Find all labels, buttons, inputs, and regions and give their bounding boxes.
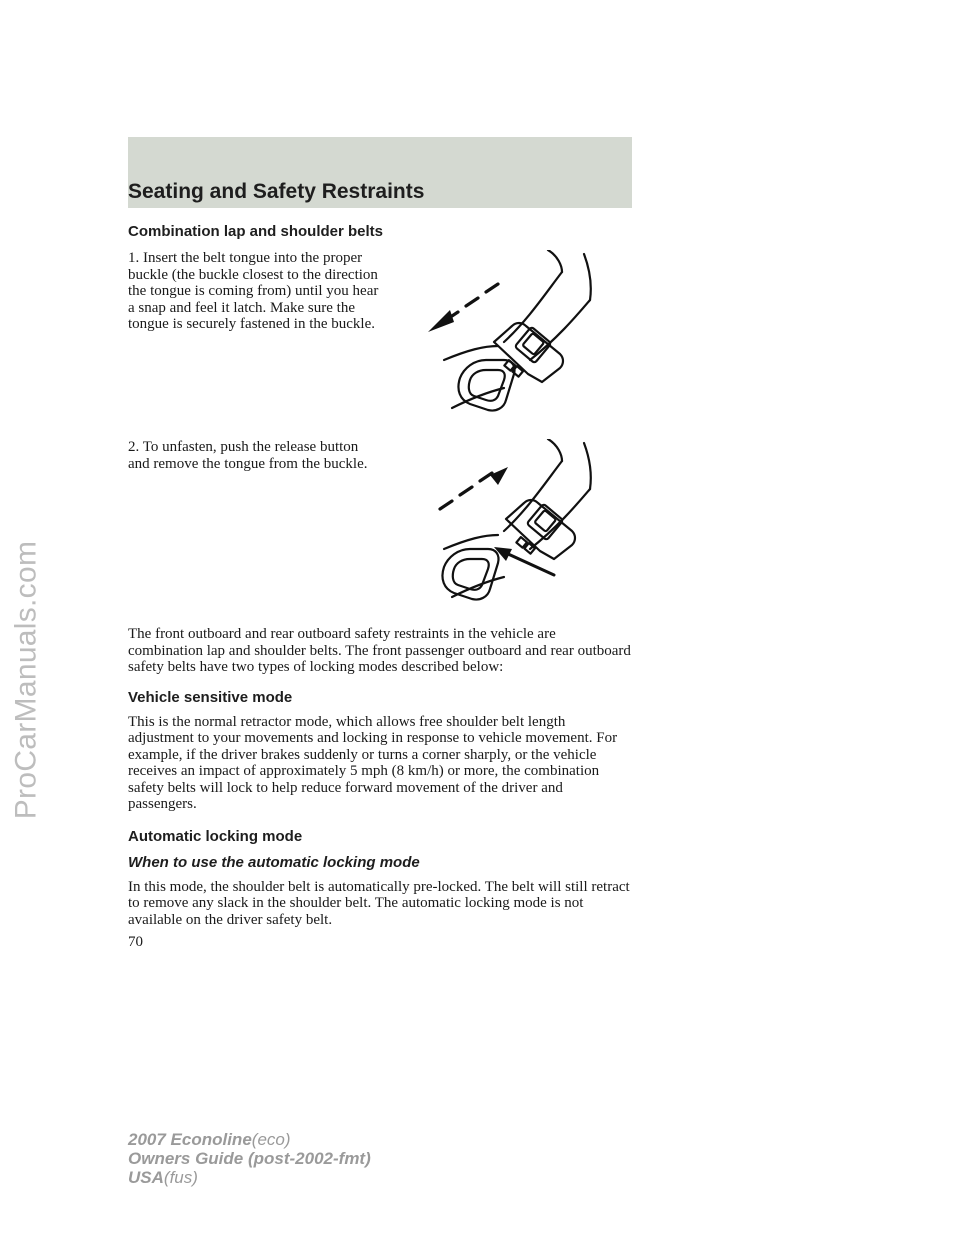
page-number: 70: [128, 934, 143, 950]
footer-market: USA: [128, 1168, 164, 1187]
footer-market-code: (fus): [163, 1168, 198, 1187]
step-2-text: 2. To unfasten, push the release button and remove the tongue from the buckle.: [128, 439, 368, 472]
buckle-fasten-drawing: [408, 250, 608, 420]
footer-model-code: (eco): [251, 1130, 291, 1149]
intro-paragraph: The front outboard and rear outboard safety restraints in the vehicle are combination lap and shoulder belts. The front passenger outboard and rear outboard safety belts have two types of locking modes described below:: [128, 626, 631, 675]
footer-line-3: [128, 1168, 371, 1187]
page-content: [128, 222, 632, 928]
section-header: [128, 137, 632, 208]
footer-guide: Owners Guide (post-2002-fmt): [128, 1149, 371, 1168]
document-footer: [128, 1130, 371, 1187]
step-1-text: 1. Insert the belt tongue into the proper buckle (the buckle closest to the direction the tongue is coming from) until you hear a snap and feel it latch. Make sure the tongue is securely fastened in the buckle.: [128, 250, 379, 332]
auto-mode-subheading: When to use the automatic locking mode: [128, 853, 420, 871]
watermark-text: ProCarManuals.com: [9, 540, 42, 820]
vehicle-mode-heading: Vehicle sensitive mode: [128, 688, 293, 706]
buckle-fasten-illustration: [408, 250, 608, 425]
footer-model: 2007 Econoline: [128, 1130, 252, 1149]
footer-line-1: [128, 1130, 371, 1149]
buckle-release-illustration: [408, 439, 608, 614]
page-title: Seating and Safety Restraints: [128, 180, 425, 203]
auto-mode-heading: Automatic locking mode: [128, 827, 303, 845]
vehicle-mode-text: This is the normal retractor mode, which allows free shoulder belt length adjustment to your movements and locking in response to vehicle movement. For example, if the driver brakes suddenly or turns a corner sharply, or the vehicle receives an impact of approximately 5 mph (8 km/h) or more, the combination safety belts will lock to help reduce forward movement of the driver and passengers.: [128, 713, 618, 812]
step-1: [128, 250, 632, 425]
step-2: [128, 439, 632, 614]
watermark: [4, 300, 48, 1060]
footer-line-2: [128, 1149, 371, 1168]
auto-mode-text: In this mode, the shoulder belt is automatically pre-locked. The belt will still retract to remove any slack in the shoulder belt. The automatic locking mode is not available on the driver safety belt.: [128, 878, 630, 928]
buckle-release-drawing: [408, 439, 608, 609]
section-heading: Combination lap and shoulder belts: [128, 223, 384, 240]
